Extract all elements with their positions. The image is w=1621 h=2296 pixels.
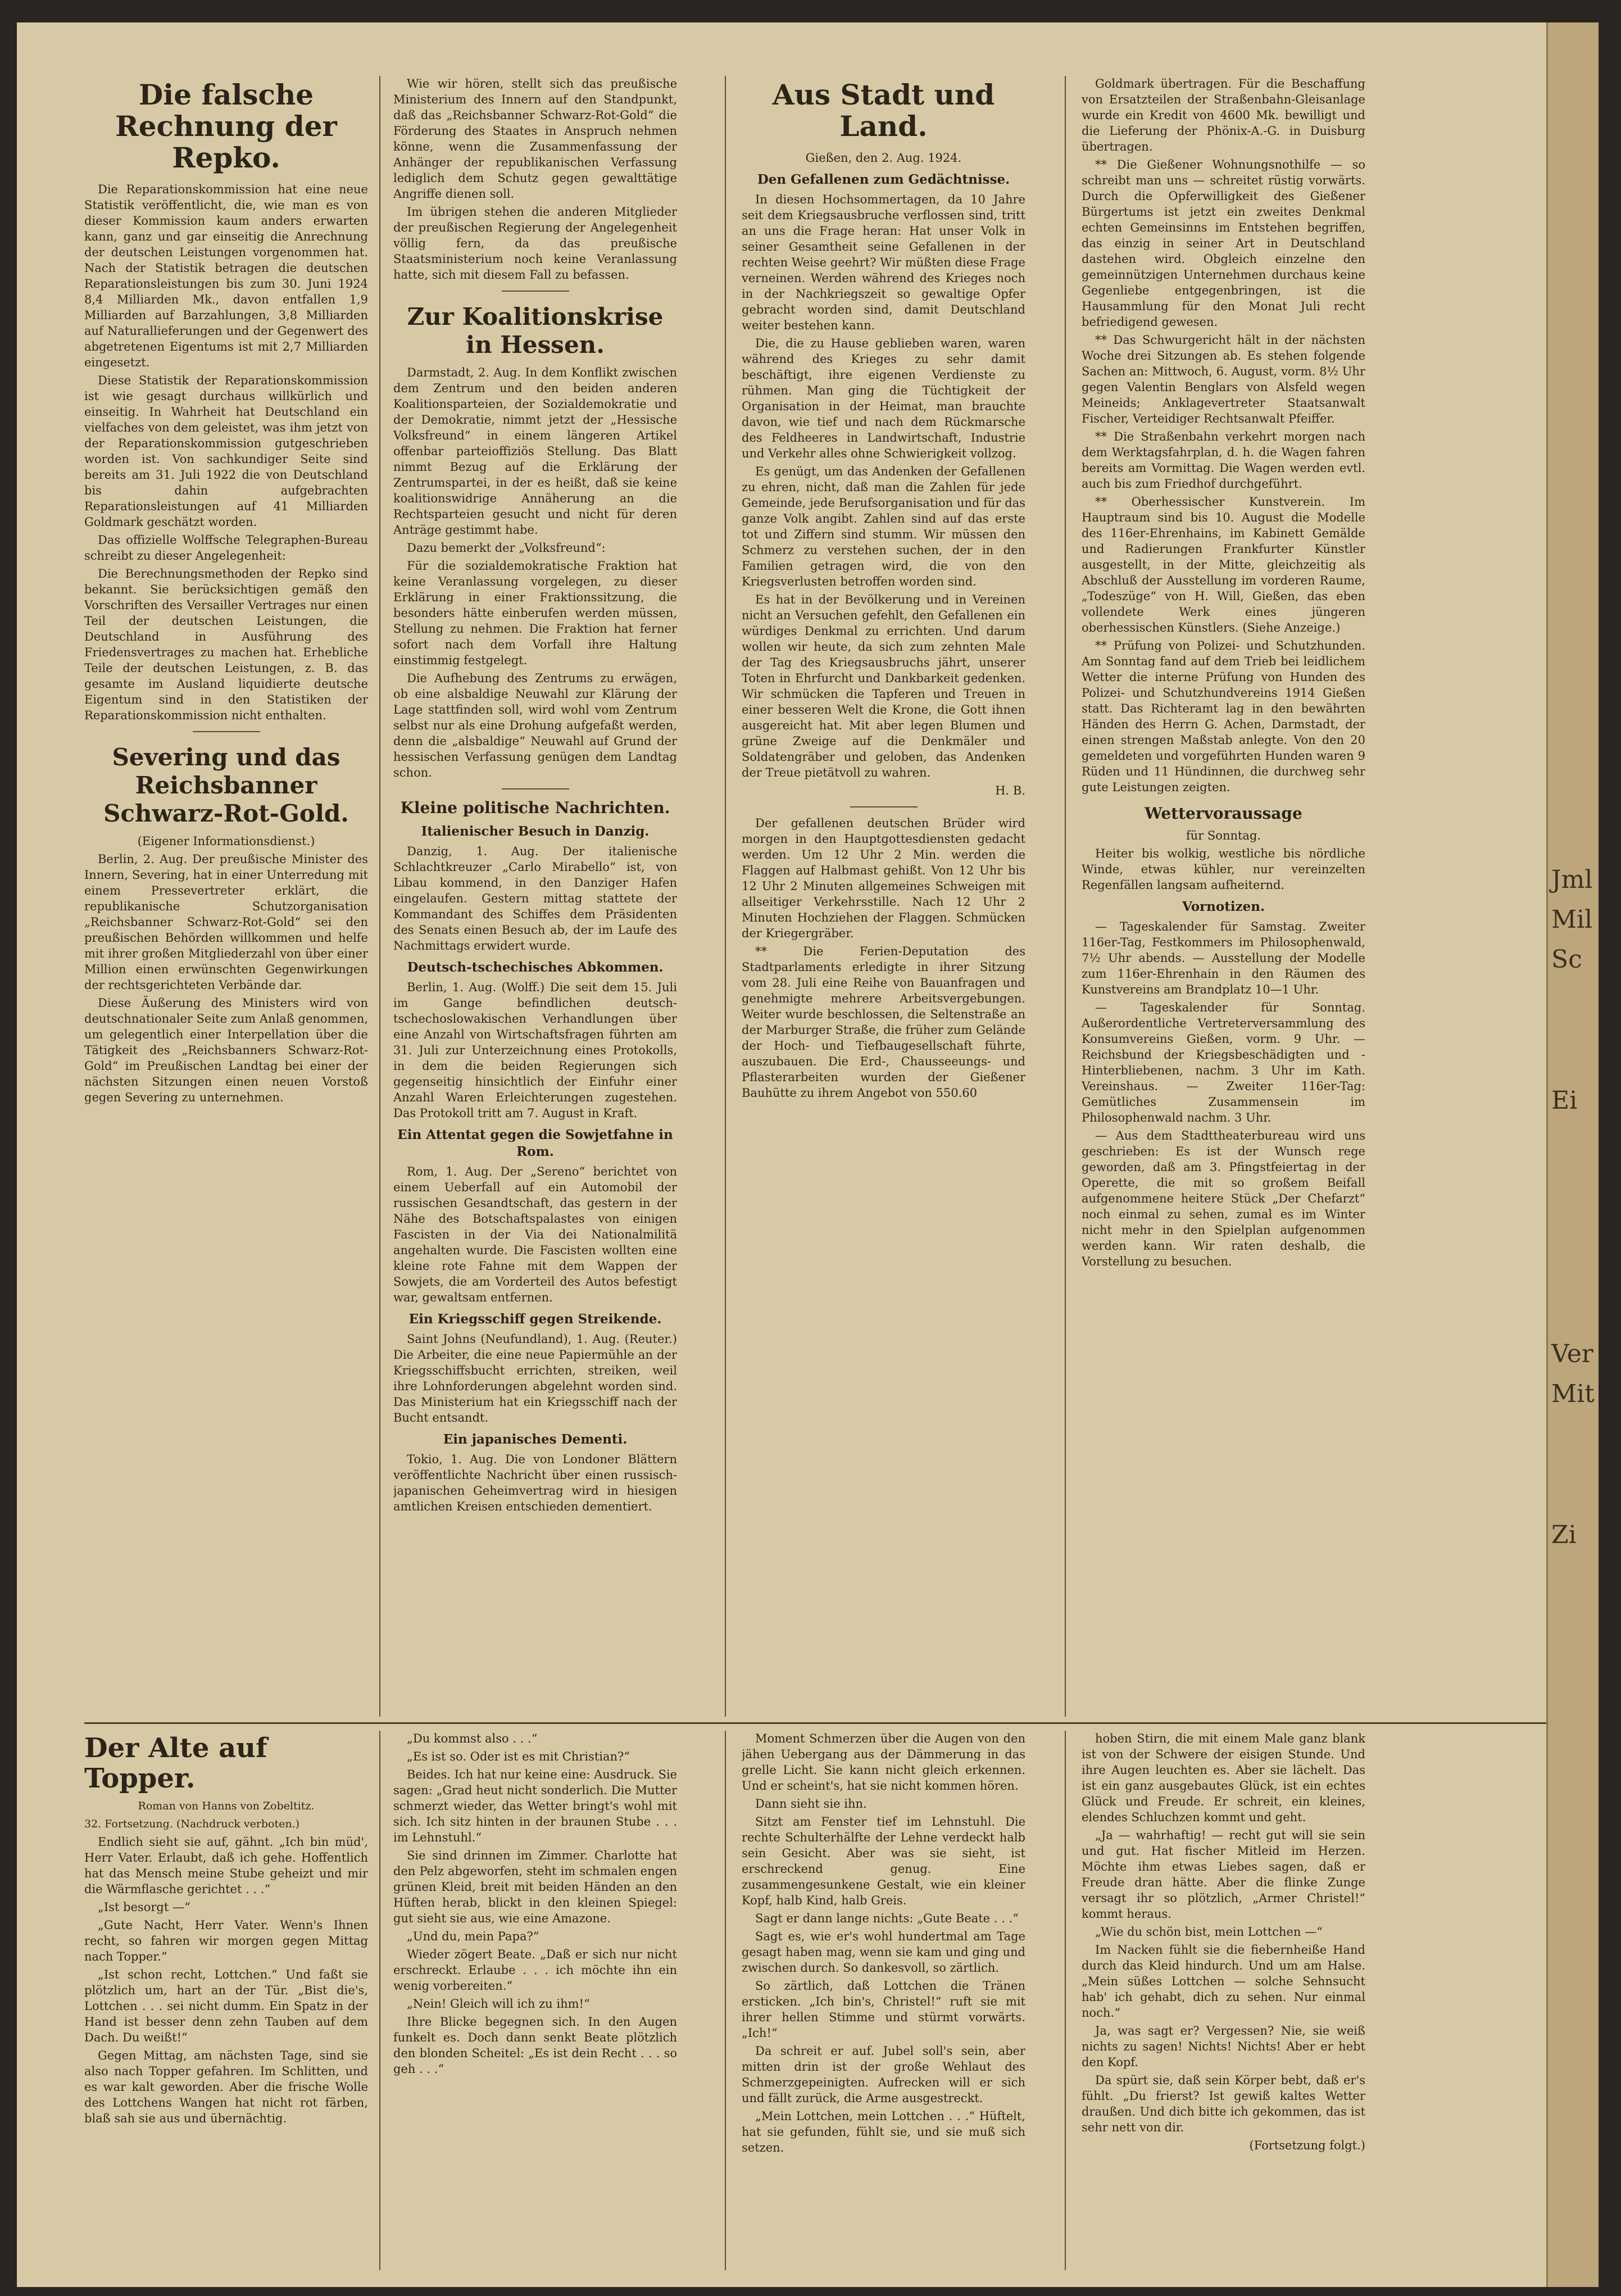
paragraph: Für die sozialdemokratische Fraktion hat keine Veranlassung vorgelegen, zu dieser Erklärung in einer Fraktionssitzung, die besonders hätte einberufen werden müssen, Stellung zu nehmen. Die Fraktion hat ferner sofort nach dem Vorfall ihre Haltung einstimmig festgelegt. [393, 559, 677, 667]
paragraph: Beides. Ich hat nur keine eine: Ausdruck. Sie sagen: „Grad heut nicht sonderlich. Die Mutter schmerzt wieder, das Wetter bringt's wohl mit sich. Ich sitz hinten in der braunen Stube . . . im Lehnstuhl.“ [393, 1768, 677, 1844]
subheading: Deutsch-tschechisches Abkommen. [407, 960, 664, 975]
paragraph: Wie wir hören, stellt sich das preußische Ministerium des Innern auf den Standpunkt, daß das „Reichsbanner Schwarz-Rot-Gold“ die Förderung des Staates in Anspruch nehmen könne, wenn die Zusammenfassung der Anhänger der republikanischen Verfassung lediglich dem Schutz gegen gewalttätige Angriffe dienen soll. [393, 77, 677, 201]
paragraph: Darmstadt, 2. Aug. In dem Konflikt zwischen dem Zentrum und den beiden anderen Koalitionsparteien, der Sozialdemokratie und der Demokratie, nimmt jetzt der „Hessische Volksfreund“ in einem längeren Artikel offenbar parteioffiziös Stellung. Das Blatt nimmt Bezug auf die Erklärung der Zentrumspartei, in der es heißt, daß sie keine koalitionswidrige Annäherung an die Rechtsparteien gesucht und nicht für deren Anträge gestimmt habe. [393, 366, 677, 537]
paragraph: Saint Johns (Neufundland), 1. Aug. (Reuter.) Die Arbeiter, die eine neue Papiermühle an der Kriegsschiffsbucht errichten, streiken, weil ihre Lohnforderungen abgelehnt worden sind. Das Ministerium hat ein Kriegsschiff nach der Bucht entsandt. [393, 1332, 677, 1424]
paragraph: Berlin, 2. Aug. Der preußische Minister des Innern, Severing, hat in einer Unterredung mit einem Pressevertreter erklärt, die republikanische Schutzorganisation „Reichsbanner Schwarz-Rot-Gold“ sei den preußischen Behörden willkommen und helfe mit ihrer großen Mitgliederzahl von über einer Million einen erwünschten Gegenwirkungen der rechtsgerichteten Verbände dar. [84, 852, 368, 992]
paragraph: Die Berechnungsmethoden der Repko sind bekannt. Sie berücksichtigen gemäß den Vorschriften des Versailler Vertrages nur einen Teil der deutschen Leistungen, die Deutschland in Ausführung des Friedensvertrages zu machen hat. Erhebliche Teile der deutschen Leistungen, z. B. das gesamte im Ausland liquidierte deutsche Eigentum sind in den Statistiken der Reparationskommission nicht enthalten. [84, 567, 368, 722]
article-title-severing: Severing und das Reichsbanner Schwarz-Rot-Gold. [103, 743, 349, 827]
serial-installment: 32. Fortsetzung. (Nachdruck verboten.) [84, 1818, 300, 1830]
divider [193, 731, 260, 732]
column-rule [1065, 1731, 1066, 2270]
paragraph: „Nein! Gleich will ich zu ihm!“ [407, 1997, 590, 2011]
paragraph: „Gute Nacht, Herr Vater. Wenn's Ihnen recht, so fahren wir morgen gegen Mittag nach Topper.“ [84, 1918, 368, 1963]
divider [850, 806, 918, 807]
divider [502, 788, 569, 789]
column-rule [379, 1731, 380, 2270]
paragraph: „Es ist so. Oder ist es mit Christian?“ [407, 1750, 630, 1763]
paragraph: Das offizielle Wolffsche Telegraphen-Bureau schreibt zu dieser Angelegenheit: [84, 533, 368, 562]
paragraph: Sitzt am Fenster tief im Lehnstuhl. Die rechte Schulterhälfte der Lehne verdeckt halb sein Gesicht. Aber was sie sieht, ist erschreckend genug. Eine zusammengesunkene Gestalt, wie ein kleiner Kopf, halb Kind, halb Greis. [742, 1815, 1025, 1907]
signature: H. B. [995, 784, 1025, 797]
paragraph: — Tageskalender für Samstag. Zweiter 116er-Tag, Festkommers im Philosophenwald, 7½ Uhr abends. — Ausstellung der Modelle zum 116er-Ehrenhain in den Räumen des Kunstvereins am Brandplatz 10—1 Uhr. [1082, 920, 1365, 996]
paragraph: Diese Statistik der Reparationskommission ist wie gesagt durchaus willkürlich und einseitig. In Wahrheit hat Deutschland ein vielfaches von dem geleistet, was ihm jetzt von der Reparationskommission gutgeschrieben worden ist. Von sachkundiger Seite sind bereits am 31. Juli 1922 die von Deutschland bis dahin aufgebrachten Reparationsleistungen auf 41 Milliarden Goldmark geschätzt worden. [84, 374, 368, 529]
weather-heading: Wettervoraussage [1145, 804, 1302, 823]
paragraph: „Ist schon recht, Lottchen.“ Und faßt sie plötzlich um, hart an der Tür. „Bist die's, Lottchen . . . sei nicht dumm. Ein Spatz in der Hand ist besser denn zehn Tauben auf dem Dach. Du weißt!“ [84, 1968, 368, 2044]
paragraph: In diesen Hochsommertagen, da 10 Jahre seit dem Kriegsausbruche verflossen sind, tritt an uns die Frage heran: Hat unser Volk in seiner Gesamtheit seine Gefallenen in der rechten Weise geehrt? Wir müßten diese Frage verneinen. Werden während des Krieges noch in der Nachkriegszeit so gewaltige Opfer gebracht worden sind, damit Deutschland weiter bestehen kann. [742, 193, 1025, 332]
paragraph: ** Oberhessischer Kunstverein. Im Hauptraum sind bis 10. August die Modelle des 116er-Ehrenhains, im Kabinett Gemälde und Radierungen Frankfurter Künstler ausgestellt, in der Mitte, gleichzeitig als Abschluß der Ausstellung im vorderen Raume, „Todeszüge“ von H. Will, Gießen, das eben vollendete Werk eines jüngeren oberhessischen Künstlers. (Siehe Anzeige.) [1082, 495, 1365, 634]
paragraph: „Wie du schön bist, mein Lottchen —“ [1095, 1925, 1323, 1939]
serial-column-3 [742, 1731, 1025, 2270]
paragraph: Berlin, 1. Aug. (Wolff.) Die seit dem 15. Juli im Gange befindlichen deutsch-tschechoslowakischen Verhandlungen über eine Anzahl von Wirtschaftsfragen führten am 31. Juli zur Unterzeichnung eines Protokolls, in dem die beiden Regierungen sich gegenseitig hinsichtlich der Einfuhr einer Anzahl Waren Erleichterungen zugestehen. Das Protokoll tritt am 7. August in Kraft. [393, 981, 677, 1120]
paragraph: Es hat in der Bevölkerung und in Vereinen nicht an Versuchen gefehlt, den Gefallenen ein würdiges Denkmal zu errichten. Und darum wollen wir heute, da sich zum zehnten Male der Tag des Kriegsausbruchs jährt, unserer Toten in Ehrfurcht und Dankbarkeit gedenken. Wir schmücken die Tapferen und Treuen in einer besseren Welt die Krone, die Gott ihnen ausgereicht hat. Mit aber legen Blumen und grüne Zweige auf die Denkmäler und Soldatengräber und geloben, das Andenken der Treue pietätvoll zu wahren. [742, 593, 1025, 779]
paragraph: Sagt es, wie er's wohl hundertmal am Tage gesagt haben mag, wenn sie kam und ging und zwischen durch. So dankesvoll, so zärtlich. [742, 1930, 1025, 1975]
paragraph: „Ist besorgt —“ [98, 1900, 190, 1914]
paragraph: Der gefallenen deutschen Brüder wird morgen in den Hauptgottesdiensten gedacht werden. Um 12 Uhr 2 Min. werden die Flaggen auf Halbmast gehißt. Von 12 Uhr bis 12 Uhr 2 Minuten allgemeines Schweigen mit allseitiger Verkehrsstille. Nach 12 Uhr 2 Minuten Hochziehen der Flaggen. Schmücken der Kriegergräber. [742, 816, 1025, 940]
paragraph: Ihre Blicke begegnen sich. In den Augen funkelt es. Doch dann senkt Beate plötzlich den blonden Scheitel: „Es ist dein Recht . . . so geh . . .“ [393, 2015, 677, 2076]
paragraph: — Aus dem Stadttheaterbureau wird uns geschrieben: Es ist der Wunsch rege geworden, daß am 3. Pfingstfeiertag in der Operette, die mit so großem Beifall aufgenommene heitere Stück „Der Chefarzt“ noch einmal zu sehen, zumal es im Winter nicht mehr in den Spielplan aufgenommen werden kann. Wir raten deshalb, die Vorstellung zu besuchen. [1082, 1129, 1365, 1268]
serial-column-4 [1082, 1731, 1365, 2270]
divider [502, 291, 569, 292]
paragraph: Da spürt sie, daß sein Körper bebt, daß er's fühlt. „Du frierst? Ist gewiß kaltes Wetter draußen. Und dich bitte ich gekommen, das ist sehr nett von dir. [1082, 2073, 1365, 2134]
serial-title: Der Alte auf Topper. [84, 1732, 267, 1794]
paragraph: „Du kommst also . . .“ [407, 1732, 538, 1745]
paragraph: Goldmark übertragen. Für die Beschaffung von Ersatzteilen der Straßenbahn-Gleisanlage wurde ein Kredit von 4600 Mk. bewilligt und die Lieferung der Phönix-A.-G. in Duisburg übertragen. [1082, 77, 1365, 153]
paragraph: Die, die zu Hause geblieben waren, waren während des Krieges zu sehr damit beschäftigt, ihre eigenen Verdienste zu rühmen. Man ging die Tüchtigkeit der Organisation in der Heimat, man brauchte davon, wie tief und nach dem Rückmarsche des Feldheeres in Landwirtschaft, Industrie und Verkehr alles ohne Schwierigkeit vollzog. [742, 337, 1025, 460]
paragraph: „Ja — wahrhaftig! — recht gut will sie sein und gut. Hat fischer Mitleid im Herzen. Möchte ihm etwas Liebes sagen, daß er Freude dran hätte. Aber die flinke Zunge versagt ihr so plötzlich, „Armer Christel!“ kommt heraus. [1082, 1828, 1365, 1921]
paragraph: Da schreit er auf. Jubel soll's sein, aber mitten drin ist der große Wehlaut des Schmerzgepeinigten. Aufrecken will er sich und fällt zurück, die Arme ausgestreckt. [742, 2044, 1025, 2105]
paragraph: Im übrigen stehen die anderen Mitglieder der preußischen Regierung der Angelegenheit völlig fern, da das preußische Staatsministerium noch keine Veranlassung hatte, sich mit diesem Fall zu befassen. [393, 205, 677, 282]
dateline: Gießen, den 2. Aug. 1924. [805, 151, 962, 165]
paragraph: Sie sind drinnen im Zimmer. Charlotte hat den Pelz abgeworfen, steht im schmalen engen grünen Kleid, breit mit beiden Händen an den Hüften herab, blickt in den kleinen Spiegel: gut sieht sie aus, wie eine Amazone. [393, 1849, 677, 1925]
section-title-kleine-nachrichten: Kleine politische Nachrichten. [400, 798, 670, 817]
paragraph: Endlich sieht sie auf, gähnt. „Ich bin müd', Herr Vater. Erlaubt, daß ich gehe. Hoffentlich hat das Mensch meine Stube geheizt und mir die Wärmflasche gerichtet . . .“ [84, 1835, 368, 1896]
paragraph: So zärtlich, daß Lottchen die Tränen ersticken. „Ich bin's, Christel!“ ruft sie mit ihrer hellen Stimme und stürmt vorwärts. „Ich!“ [742, 1979, 1025, 2040]
paragraph: Die Reparationskommission hat eine neue Statistik veröffentlicht, die, wie man es von dieser Kommission kaum anders erwarten kann, ganz und gar einseitig die Anrechnung der deutschen Leistungen vorgenommen hat. Nach der Statistik betragen die deutschen Reparationsleistungen bis zum 30. Juni 1924 8,4 Milliarden Mk., davon entfallen 1,9 Milliarden auf Barzahlungen, 3,8 Milliarden auf Naturallieferungen und der Gegenwert des abgetretenen Eigentums ist mit 2,7 Milliarden eingesetzt. [84, 183, 368, 369]
edge-fragment: Ei [1551, 1086, 1578, 1115]
edge-fragment: Zi [1551, 1521, 1577, 1549]
weather-subheading: für Sonntag. [1186, 829, 1261, 842]
paragraph: Tokio, 1. Aug. Die von Londoner Blättern veröffentlichte Nachricht über einen russisch-japanischen Geheimvertrag wird in hiesigen amtlichen Kreisen entschieden dementiert. [393, 1453, 677, 1513]
paragraph: Dazu bemerkt der „Volksfreund“: [407, 541, 606, 555]
subheading: Ein Attentat gegen die Sowjetfahne in Rom. [397, 1127, 673, 1159]
paragraph: Die Aufhebung des Zentrums zu erwägen, ob eine alsbaldige Neuwahl zur Klärung der Lage stattfinden soll, wird wohl vom Zentrum selbst nur als eine Drohung aufgefaßt werden, denn die „alsbaldige“ Neuwahl auf Grund der hessischen Verfassung genügen dem Landtag schon. [393, 671, 677, 779]
subheading: (Eigener Informationsdienst.) [137, 834, 315, 848]
subheading: Den Gefallenen zum Gedächtnisse. [757, 172, 1010, 187]
paragraph: hoben Stirn, die mit einem Male ganz blank ist von der Schwere der eisigen Stunde. Und ihre Augen leuchten es. Aber sie lächelt. Das ist ein ganz ausgebautes Glück, ist ein echtes Glück und Freude. Er schreit, ein kleines, elendes Schluchzen kommt und geht. [1082, 1732, 1365, 1824]
article-title-koalitionskrise: Zur Koalitionskrise in Hessen. [407, 303, 664, 359]
column-1 [84, 76, 368, 1717]
paragraph: ** Die Straßenbahn verkehrt morgen nach dem Werktagsfahrplan, d. h. die Wagen fahren bereits am Vormittag. Die Wagen werden evtl. auch bis zum Friedhof durchgeführt. [1082, 430, 1365, 491]
paragraph: Ja, was sagt er? Vergessen? Nie, sie weiß nichts zu sagen! Nichts! Nichts! Aber er hebt den Kopf. [1082, 2024, 1365, 2069]
serial-byline: Roman von Hanns von Zobeltitz. [138, 1800, 315, 1812]
continuation-note: (Fortsetzung folgt.) [1249, 2139, 1365, 2152]
paragraph: Wieder zögert Beate. „Daß er sich nur nicht erschreckt. Erlaube . . . ich möchte ihn ein wenig vorbereiten.“ [393, 1948, 677, 1993]
serial-column-2 [393, 1731, 677, 2270]
paragraph: Sagt er dann lange nichts: „Gute Beate . . .“ [755, 1912, 1019, 1925]
weather-text: Heiter bis wolkig, westliche bis nördliche Winde, etwas kühler, nur vereinzelten Regenfällen langsam aufheiternd. [1082, 847, 1365, 892]
paragraph: Es genügt, um das Andenken der Gefallenen zu ehren, nicht, daß man die Zahlen für jede Gemeinde, jede Berufsorganisation und für das ganze Volk angibt. Zahlen sind auf das erste tot und Ziffern sind stumm. Wir müssen den Schmerz zu verstehen suchen, der in den Familien getragen wird, die von den Kriegsverlusten betroffen worden sind. [742, 465, 1025, 588]
edge-fragment: Ver [1551, 1340, 1593, 1368]
paragraph: ** Die Gießener Wohnungsnothilfe — so schreibt man uns — schreitet rüstig vorwärts. Durch die Opferwilligkeit des Gießener Bürgertums ist jetzt ein zweites Denkmal echten Gemeinsinns im Entstehen begriffen, das einzig in seiner Art in Deutschland dastehen wird. Obgleich einzelne den gemeinnützigen Unternehmen durchaus keine Gegenliebe entgegenbringen, ist die Hausammlung für den Monat Juli recht befriedigend gewesen. [1082, 158, 1365, 329]
column-2 [393, 76, 677, 1717]
edge-fragment: Mit [1551, 1380, 1595, 1408]
edge-fragment: Sc [1551, 945, 1582, 974]
column-rule [725, 1731, 726, 2270]
paragraph: ** Prüfung von Polizei- und Schutzhunden. Am Sonntag fand auf dem Trieb bei leidlichem Wetter die interne Prüfung von Hunden des Polizei- und Schutzhundvereins 1914 Gießen statt. Das Richteramt lag in den bewährten Händen des Herrn G. Achen, Darmstadt, der einen strengen Maßstab anlegte. Von den 20 gemeldeten und vorgeführten Hunden waren 9 Rüden und 11 Hündinnen, die durchweg sehr gute Leistungen zeigten. [1082, 639, 1365, 794]
edge-fragment: Jml [1551, 865, 1593, 894]
subheading: Italienischer Besuch in Danzig. [421, 824, 650, 839]
paragraph: Rom, 1. Aug. Der „Sereno“ berichtet von einem Ueberfall auf ein Automobil der russischen Gesandtschaft, das gestern in der Nähe des Botschaftspalastes von einigen Fascisten in der Via dei Nationalmilitä angehalten wurde. Die Fascisten wollten eine kleine rote Fahne mit dem Wappen der Sowjets, die am Vorderteil des Autos befestigt war, gewaltsam entfernen. [393, 1165, 677, 1304]
paragraph: „Und du, mein Papa?“ [407, 1930, 539, 1943]
newspaper-page [17, 22, 1599, 2287]
column-3 [742, 76, 1025, 1717]
article-title-repko: Die falsche Rechnung der Repko. [115, 78, 337, 174]
paragraph: — Tageskalender für Sonntag. Außerordentliche Vertreterversammlung des Konsumvereins Gießen, vorm. 9 Uhr. — Reichsbund der Kriegsbeschädigten und -Hinterbliebenen, nachm. 3 Uhr im Kath. Vereinshaus. — Zweiter 116er-Tag: Gemütliches Zusammensein im Philosophenwald nachm. 3 Uhr. [1082, 1001, 1365, 1124]
section-title-stadt-und-land: Aus Stadt und Land. [772, 78, 995, 143]
adjacent-page-edge [1546, 22, 1599, 2287]
paragraph: ** Die Ferien-Deputation des Stadtparlaments erledigte in ihrer Sitzung vom 28. Juli eine Reihe von Bauanfragen und genehmigte mehrere Arbeitsvergebungen. Weiter wurde beschlossen, die Seltenstraße an der Marburger Straße, die früher zum Gelände der Hoch- und Tiefbaugesellschaft führte, auszubauen. Die Erd-, Chausseeungs- und Pflasterarbeiten wurden der Gießener Bauhütte zu ihrem Angebot von 550.60 [742, 945, 1025, 1100]
subheading: Ein Kriegsschiff gegen Streikende. [408, 1312, 662, 1327]
edge-fragment: Mil [1551, 905, 1593, 934]
subheading: Ein japanisches Dementi. [443, 1432, 628, 1447]
paragraph: Im Nacken fühlt sie die fiebernheiße Hand durch das Kleid hindurch. Und um am Halse. „Mein süßes Lottchen — solche Sehnsucht hab' ich gehabt, dich zu sehen. Nur einmal noch.“ [1082, 1943, 1365, 2020]
paragraph: „Mein Lottchen, mein Lottchen . . .“ Hüftelt, hat sie gefunden, fühlt sie, und sie muß sich setzen. [742, 2109, 1025, 2154]
column-rule [379, 76, 380, 1717]
paragraph: ** Das Schwurgericht hält in der nächsten Woche drei Sitzungen ab. Es stehen folgende Sachen an: Mittwoch, 6. August, vorm. 8½ Uhr gegen Valentin Benglars von Alsfeld wegen Meineids; Anklagevertreter Staatsanwalt Fischer, Verteidiger Rechtsanwalt Pfeiffer. [1082, 333, 1365, 425]
paragraph: Diese Äußerung des Ministers wird von deutschnationaler Seite zum Anlaß genommen, um gelegentlich einer Interpellation über die Tätigkeit des „Reichsbanners Schwarz-Rot-Gold“ im Preußischen Landtag bei einer der nächsten Sitzungen einen neuen Vorstoß gegen Severing zu unternehmen. [84, 996, 368, 1104]
column-4 [1082, 76, 1365, 1717]
subheading: Vornotizen. [1182, 899, 1265, 914]
paragraph: Dann sieht sie ihn. [755, 1797, 867, 1811]
feuilleton-rule [84, 1722, 1556, 1724]
column-rule [1065, 76, 1066, 1717]
paragraph: Gegen Mittag, am nächsten Tage, sind sie also nach Topper gefahren. Im Schlitten, und es war kalt geworden. Aber die frische Wolle des Lottchens Wangen hat nicht rot färben, blaß sah sie aus und übernächtig. [84, 2049, 368, 2125]
paragraph: Moment Schmerzen über die Augen von den jähen Uebergang aus der Dämmerung in das grelle Licht. Sie kann nicht gleich erkennen. Und er scheint's, hat sie nicht kommen hören. [742, 1732, 1025, 1793]
column-rule [725, 76, 726, 1717]
paragraph: Danzig, 1. Aug. Der italienische Schlachtkreuzer „Carlo Mirabello“ ist, von Libau kommend, in den Danziger Hafen eingelaufen. Gestern mittag stattete der Kommandant des Schiffes dem Präsidenten des Senats einen Besuch ab, der im Laufe des Nachmittags erwidert wurde. [393, 845, 677, 952]
serial-column-1 [84, 1731, 368, 2270]
